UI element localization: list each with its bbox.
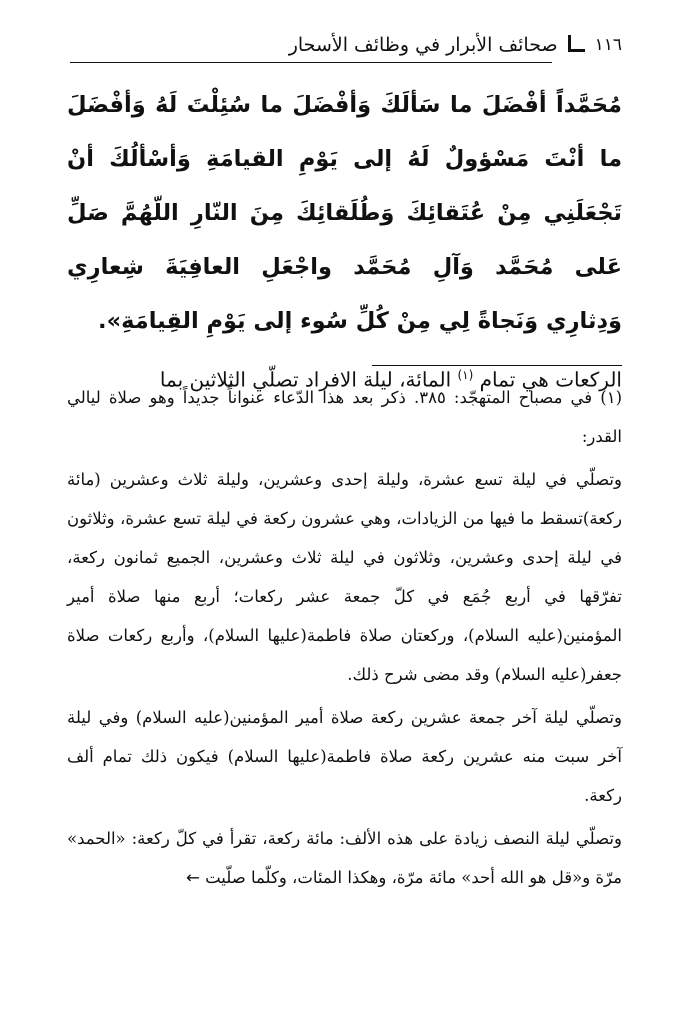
footnote-reference: (١) bbox=[457, 368, 474, 382]
footnotes bbox=[67, 378, 622, 901]
dua-text: مُحَمَّداً أفْضَلَ ما سَألَكَ وَأفْضَلَ ما سُئِلْتَ لَهُ وَأفْضَلَ ما أنْتَ مَسْؤولٌ لَهُ إلى يَوْمِ القيامَةِ وَأسْألُكَ أنْ تَجْعَلَنِي مِنْ عُتَقائِكَ وَطُلَقائِكَ مِنَ النّارِ اللّهُمَّ صَلِّ عَلى مُحَمَّد وَآلِ مُحَمَّد واجْعَلِ العافِيَةَ شِعارِي وَدِثارِي وَنَجاةً لِي مِنْ كُلِّ سُوء إلى يَوْمِ القِيامَةِ». bbox=[67, 92, 622, 334]
body-text-end: المائة، ليلة الافراد تصلّي الثلاثين بما bbox=[159, 367, 452, 392]
footnote-paragraph bbox=[67, 819, 622, 897]
body-text-start: الركعات هي تمام bbox=[479, 367, 622, 392]
header-rule bbox=[70, 62, 552, 63]
book-title: صحائف الأبرار في وظائف الأسحار bbox=[288, 34, 558, 56]
header-ornament bbox=[568, 35, 585, 52]
footnote-last-text: وتصلّي ليلة النصف زيادة على هذه الألف: مائة ركعة، تقرأ في كلّ ركعة: «الحمد» مرّة و«قل هو الله أحد» مائة مرّة، وهكذا المئات، وكلّما صلّيت bbox=[67, 829, 622, 887]
page-number: ١١٦ bbox=[594, 35, 622, 55]
running-header bbox=[70, 30, 622, 60]
continuation-arrow-icon: ← bbox=[185, 868, 200, 887]
footnote-separator bbox=[372, 365, 622, 366]
footnote-paragraph: (١) في مصباح المتهجّد: ٣٨٥. ذكر بعد هذا الدّعاء عنواناً جديداً وهو صلاة ليالي القدر: bbox=[67, 388, 623, 446]
footnote-paragraph: وتصلّي ليلة آخر جمعة عشرين ركعة صلاة أمير المؤمنين(عليه السلام) وفي ليلة آخر سبت منه عشرين ركعة صلاة فاطمة(عليها السلام) فيكون ذلك تمام ألف ركعة. bbox=[67, 708, 622, 805]
footnote-paragraph: وتصلّي في ليلة تسع عشرة، وليلة إحدى وعشرين، وليلة ثلاث وعشرين (مائة ركعة)تسقط ما فيها من الزيادات، وهي عشرون ركعة في ليلة تسع عشرة، وثلاثون في ليلة إحدى وعشرين، وثلاثون في ليلة ثلاث وعشرين، الجميع ثمانون ركعة، تفرّقها في أربع جُمَع في كلّ جمعة عشر ركعات؛ أربع منها صلاة أمير المؤمنين(عليه السلام)، وركعتان صلاة فاطمة(عليها السلام)، وأربع ركعات صلاة جعفر(عليه السلام) وقد مضى شرح ذلك. bbox=[67, 470, 622, 684]
main-text bbox=[67, 78, 622, 407]
